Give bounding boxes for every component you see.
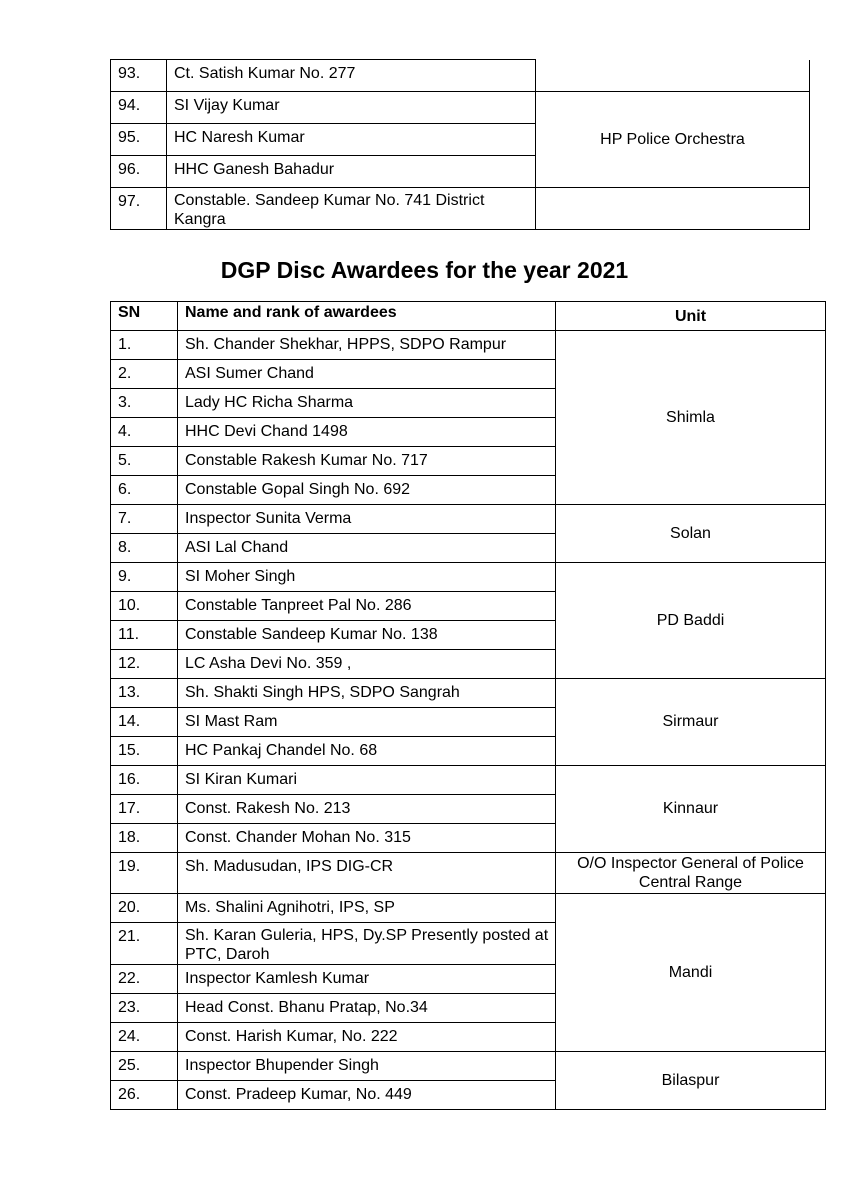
awardee-name: Inspector Kamlesh Kumar bbox=[178, 965, 556, 994]
awardee-name: HC Naresh Kumar bbox=[167, 124, 536, 156]
serial-number: 6. bbox=[111, 476, 178, 505]
awardee-name: Constable Tanpreet Pal No. 286 bbox=[178, 592, 556, 621]
unit-cell: HP Police Orchestra bbox=[536, 92, 810, 188]
awardee-name: ASI Sumer Chand bbox=[178, 360, 556, 389]
header-sn: SN bbox=[111, 302, 178, 331]
unit-cell: PD Baddi bbox=[556, 563, 826, 679]
serial-number: 18. bbox=[111, 824, 178, 853]
awardee-name: Sh. Madusudan, IPS DIG-CR bbox=[178, 853, 556, 894]
serial-number: 2. bbox=[111, 360, 178, 389]
serial-number: 24. bbox=[111, 1023, 178, 1052]
awardee-name: SI Kiran Kumari bbox=[178, 766, 556, 795]
awardee-name: Constable Sandeep Kumar No. 138 bbox=[178, 621, 556, 650]
awardee-name: Ct. Satish Kumar No. 277 bbox=[167, 60, 536, 92]
table-row bbox=[111, 331, 826, 360]
awardee-name: Head Const. Bhanu Pratap, No.34 bbox=[178, 994, 556, 1023]
awardee-name: LC Asha Devi No. 359 , bbox=[178, 650, 556, 679]
awardee-name: Const. Pradeep Kumar, No. 449 bbox=[178, 1081, 556, 1110]
awardee-name: Constable Rakesh Kumar No. 717 bbox=[178, 447, 556, 476]
unit-cell: Mandi bbox=[556, 894, 826, 1052]
table-row bbox=[111, 853, 826, 894]
awardee-name: Lady HC Richa Sharma bbox=[178, 389, 556, 418]
table-row bbox=[111, 188, 810, 230]
serial-number: 25. bbox=[111, 1052, 178, 1081]
awardee-name: Const. Harish Kumar, No. 222 bbox=[178, 1023, 556, 1052]
serial-number: 15. bbox=[111, 737, 178, 766]
table-row bbox=[111, 1052, 826, 1081]
table-row bbox=[111, 563, 826, 592]
awardee-name: SI Moher Singh bbox=[178, 563, 556, 592]
serial-number: 12. bbox=[111, 650, 178, 679]
serial-number: 19. bbox=[111, 853, 178, 894]
awardee-name: Const. Rakesh No. 213 bbox=[178, 795, 556, 824]
serial-number: 93. bbox=[111, 60, 167, 92]
awardee-name: Constable. Sandeep Kumar No. 741 District Kangra bbox=[167, 188, 536, 230]
awardee-name: Inspector Bhupender Singh bbox=[178, 1052, 556, 1081]
serial-number: 23. bbox=[111, 994, 178, 1023]
serial-number: 21. bbox=[111, 923, 178, 965]
awardee-name: Inspector Sunita Verma bbox=[178, 505, 556, 534]
serial-number: 94. bbox=[111, 92, 167, 124]
awardee-name: HHC Devi Chand 1498 bbox=[178, 418, 556, 447]
awardee-name: Sh. Karan Guleria, HPS, Dy.SP Presently posted at PTC, Daroh bbox=[178, 923, 556, 965]
unit-cell: Shimla bbox=[556, 331, 826, 505]
awardee-name: SI Mast Ram bbox=[178, 708, 556, 737]
serial-number: 13. bbox=[111, 679, 178, 708]
table-row bbox=[111, 894, 826, 923]
serial-number: 10. bbox=[111, 592, 178, 621]
serial-number: 8. bbox=[111, 534, 178, 563]
table-row bbox=[111, 766, 826, 795]
awardees-table bbox=[110, 301, 826, 1110]
serial-number: 4. bbox=[111, 418, 178, 447]
unit-cell: Sirmaur bbox=[556, 679, 826, 766]
awardee-name: Constable Gopal Singh No. 692 bbox=[178, 476, 556, 505]
awardee-name: HHC Ganesh Bahadur bbox=[167, 156, 536, 188]
header-name: Name and rank of awardees bbox=[178, 302, 556, 331]
serial-number: 17. bbox=[111, 795, 178, 824]
awardee-name: SI Vijay Kumar bbox=[167, 92, 536, 124]
unit-cell: Bilaspur bbox=[556, 1052, 826, 1110]
table-row bbox=[111, 679, 826, 708]
serial-number: 95. bbox=[111, 124, 167, 156]
serial-number: 1. bbox=[111, 331, 178, 360]
page-title: DGP Disc Awardees for the year 2021 bbox=[220, 257, 629, 283]
awardee-name: Sh. Shakti Singh HPS, SDPO Sangrah bbox=[178, 679, 556, 708]
unit-cell: Solan bbox=[556, 505, 826, 563]
awardee-name: ASI Lal Chand bbox=[178, 534, 556, 563]
serial-number: 9. bbox=[111, 563, 178, 592]
awardee-name: Ms. Shalini Agnihotri, IPS, SP bbox=[178, 894, 556, 923]
unit-cell: Kinnaur bbox=[556, 766, 826, 853]
header-unit: Unit bbox=[556, 302, 826, 331]
header-row bbox=[111, 302, 826, 331]
awardee-name: HC Pankaj Chandel No. 68 bbox=[178, 737, 556, 766]
serial-number: 97. bbox=[111, 188, 167, 230]
serial-number: 20. bbox=[111, 894, 178, 923]
serial-number: 96. bbox=[111, 156, 167, 188]
serial-number: 16. bbox=[111, 766, 178, 795]
serial-number: 11. bbox=[111, 621, 178, 650]
unit-cell-empty bbox=[536, 188, 810, 230]
awardee-name: Sh. Chander Shekhar, HPPS, SDPO Rampur bbox=[178, 331, 556, 360]
serial-number: 7. bbox=[111, 505, 178, 534]
previous-awardees-table bbox=[110, 59, 810, 230]
serial-number: 5. bbox=[111, 447, 178, 476]
table-row bbox=[111, 60, 810, 92]
table-row bbox=[111, 92, 810, 124]
serial-number: 14. bbox=[111, 708, 178, 737]
unit-cell: O/O Inspector General of Police Central Range bbox=[556, 853, 826, 894]
serial-number: 26. bbox=[111, 1081, 178, 1110]
serial-number: 22. bbox=[111, 965, 178, 994]
serial-number: 3. bbox=[111, 389, 178, 418]
awardee-name: Const. Chander Mohan No. 315 bbox=[178, 824, 556, 853]
table-row bbox=[111, 505, 826, 534]
unit-cell-empty bbox=[536, 60, 810, 92]
